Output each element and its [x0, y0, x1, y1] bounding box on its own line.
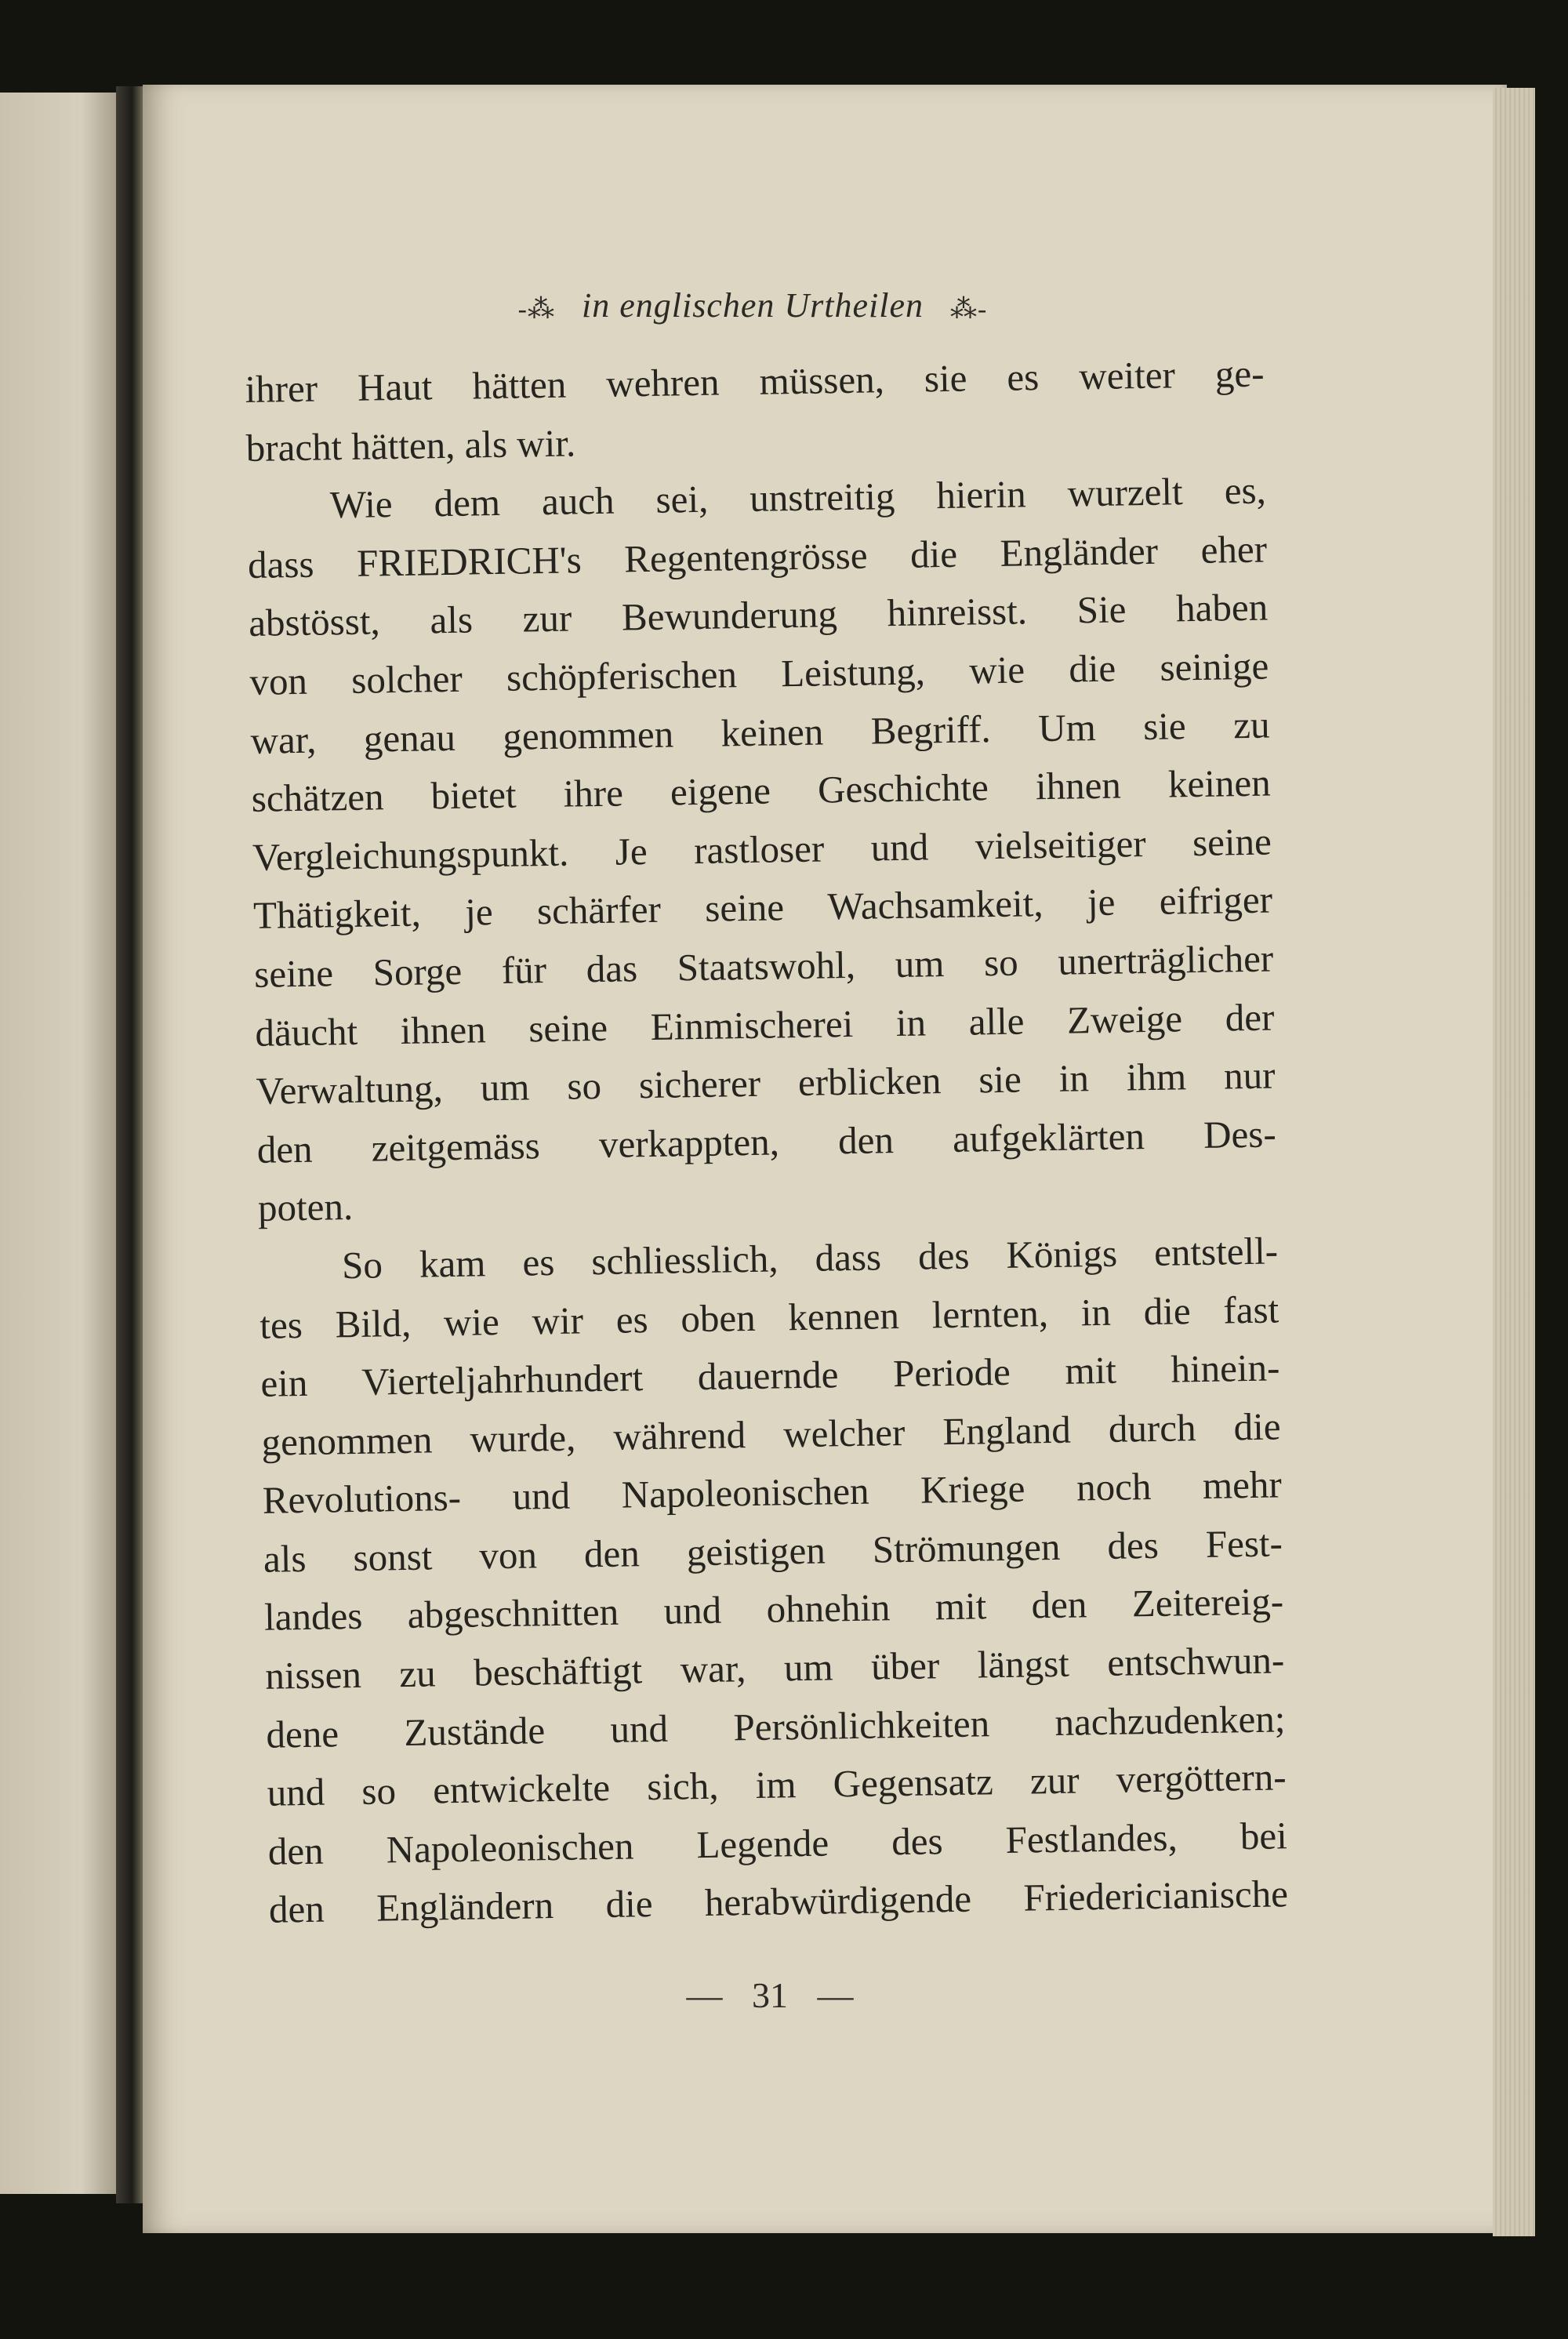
text-line: den zeitgemäss verkappten, den aufgeklärten Des- [256, 1112, 1277, 1171]
text-line: tes Bild, wie wir es oben kennen lernten, in die fast [259, 1287, 1279, 1347]
body-text [245, 345, 1288, 1940]
text-line: und so entwickelte sich, im Gegensatz zur vergöttern- [267, 1755, 1287, 1815]
text-line: abstösst, als zur Bewunderung hinreisst. Sie haben [248, 585, 1269, 645]
text-line: ein Vierteljahrhundert dauernde Periode mit hinein- [260, 1346, 1280, 1405]
text-line: poten. [257, 1185, 354, 1230]
text-line: So kam es schliesslich, dass des Königs entstell- [341, 1229, 1279, 1288]
text-line: Wie dem auch sei, unstreitig hierin wurzelt es, [329, 468, 1267, 527]
running-head [463, 285, 1043, 325]
folio-dash-left: — [686, 1975, 723, 2015]
text-line: seine Sorge für das Staatswohl, um so unerträglicher [253, 936, 1274, 996]
text-line: war, genau genommen keinen Begriff. Um sie zu [250, 703, 1270, 762]
text-line: landes abgeschnitten und ohnehin mit den Zeitereig- [263, 1579, 1284, 1640]
right-ornament-icon: ⁂- [950, 294, 988, 324]
book-gutter [116, 86, 143, 2203]
text-line: ihrer Haut hätten wehren müssen, sie es weiter ge- [245, 351, 1265, 411]
text-line: Vergleichungspunkt. Je rastloser und vielseitiger seine [252, 819, 1272, 879]
text-line: dass FRIEDRICH's Regentengrösse die Engländer eher [247, 527, 1268, 587]
left-ornament-icon: -⁂ [517, 294, 555, 324]
text-line: genommen wurde, während welcher England durch die [261, 1404, 1281, 1464]
text-line: als sonst von den geistigen Strömungen des Fest- [263, 1521, 1283, 1581]
text-line: nissen zu beschäftigt war, um über längst entschwun- [264, 1638, 1285, 1698]
text-line: Revolutions- und Napoleonischen Kriege noch mehr [262, 1462, 1283, 1523]
page-number [652, 1974, 887, 2016]
previous-page-edge [0, 93, 116, 2194]
text-line: dene Zustände und Persönlichkeiten nachzudenken; [266, 1697, 1286, 1756]
page-stack-edge [1493, 88, 1535, 2236]
text-line: den Engländern die herabwürdigende Friedericianische [268, 1872, 1289, 1932]
text-line: Thätigkeit, je schärfer seine Wachsamkeit, je eifriger [252, 877, 1273, 938]
text-line: däucht ihnen seine Einmischerei in alle Zweige der [255, 995, 1275, 1055]
folio-number: 31 [752, 1975, 788, 2015]
text-line: bracht hätten, als wir. [245, 420, 576, 470]
text-line: schätzen bietet ihre eigene Geschichte ihnen keinen [251, 761, 1272, 821]
text-line: von solcher schöpferischen Leistung, wie die seinige [249, 644, 1269, 703]
text-line: den Napoleonischen Legende des Festlandes, bei [267, 1814, 1288, 1873]
folio-dash-right: — [817, 1975, 854, 2015]
text-line: Verwaltung, um so sicherer erblicken sie in ihm nur [256, 1053, 1276, 1113]
running-head-title: in englischen Urtheilen [581, 286, 924, 325]
